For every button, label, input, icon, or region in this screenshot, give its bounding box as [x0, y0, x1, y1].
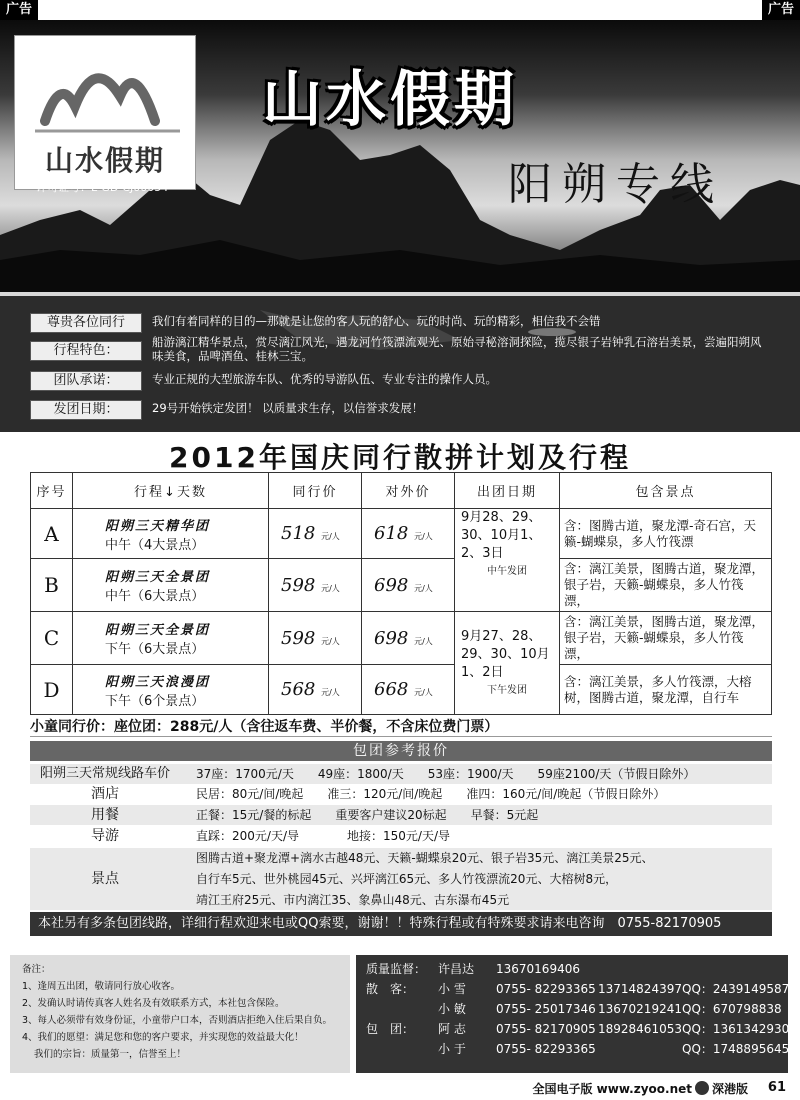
info-text: 专业正规的大型旅游车队、优秀的导游队伍、专业专注的操作人员。 [152, 372, 497, 386]
contact-qq: QQ：1748895645 [682, 1042, 790, 1056]
contact-tel: 0755- 82293365 [496, 1042, 596, 1056]
notes-title: 备注： [22, 964, 51, 975]
package-header: 包团参考报价 [30, 741, 772, 761]
package-label: 阳朔三天常规线路车价 [39, 766, 170, 781]
column-header: 同行价 [269, 473, 362, 509]
supervisor-phone: 13670169406 [496, 962, 580, 976]
column-header: 对外价 [362, 473, 455, 509]
table-row [31, 612, 772, 665]
route-cell [73, 665, 269, 715]
package-row-coach [30, 764, 772, 784]
price-unit: 元/人 [414, 636, 433, 646]
departure-dates-cell [455, 509, 560, 612]
contact-row [366, 1039, 790, 1059]
package-row-sights [30, 848, 772, 910]
route-code: A [31, 509, 73, 559]
info-text: 船游漓江精华景点，赏尽漓江风光，遇龙河竹筏漂流观光、原始寻秘溶洞探险，揽尽银子岩钟乳石溶岩美景，尝遍阳朔风味美食，品啤酒鱼、桂林三宝。 [152, 335, 762, 363]
contact-notice: 本社另有多条包团线路，详细行程欢迎来电或QQ索要，谢谢！！特殊行程或有特殊要求请来电咨询 0755-82170905 [30, 912, 772, 936]
ad-label-left: 广告 [0, 0, 38, 20]
page-title: 山水假期 [262, 65, 518, 135]
package-row-guide [30, 826, 772, 846]
departure-time: 中午发团 [487, 566, 527, 577]
contact-name: 小 雪 [438, 982, 466, 996]
contact-tel: 0755- 82170905 [496, 1022, 596, 1036]
contacts-box [356, 955, 788, 1073]
info-label: 团队承诺： [30, 371, 142, 391]
route-cell [73, 612, 269, 665]
contact-tel: 0755- 25017346 [496, 1002, 596, 1016]
logo-text: 山水假期 [44, 144, 165, 177]
route-name: 阳朔三天全景团 [105, 570, 211, 585]
note-item: 1、逢周五出团，敬请同行放心收客。 [22, 981, 181, 992]
edition-logo-icon [695, 1081, 709, 1095]
peer-price-cell [269, 559, 362, 612]
contact-name: 小 于 [438, 1042, 466, 1056]
footer [532, 1080, 748, 1097]
route-code: D [31, 665, 73, 715]
contact-qq: QQ：1361342930 [682, 1022, 790, 1036]
package-content: 图腾古道+聚龙潭+漓水古越48元、天籁-蝴蝶泉20元、银子岩35元、漓江美景25元、 [196, 851, 654, 865]
footer-edition: 深港版 [711, 1082, 748, 1096]
departure-dates: 9月27、28、29、30、10月1、2日 [461, 629, 550, 680]
supervisor-name: 许昌达 [438, 962, 475, 976]
note-item: 3、每人必须带有效身份证，小童带户口本，否则酒店拒绝入住后果自负。 [22, 1015, 333, 1026]
contact-mobile: 13714824397 [598, 982, 682, 996]
package-content: 自行车5元、世外桃园45元、兴坪漓江65元、多人竹筏漂流20元、大榕树8元， [196, 872, 618, 886]
column-header: 行程↓天数 [73, 473, 269, 509]
contact-qq: QQ：670798838 [682, 1002, 782, 1016]
route-name: 阳朔三天精华团 [105, 518, 211, 534]
contact-name: 阿 志 [438, 1022, 466, 1036]
departure-dates: 9月28、29、30、10月1、2、3日 [461, 510, 542, 561]
contact-group: 包 团： [366, 1022, 415, 1036]
price-unit: 元/人 [414, 583, 433, 593]
company-logo [14, 35, 196, 190]
price-unit: 元/人 [414, 532, 433, 541]
peer-price-cell [269, 612, 362, 665]
peer-price: 568 [281, 679, 316, 700]
price-unit: 元/人 [414, 688, 433, 697]
package-label: 导游 [91, 828, 119, 844]
supervisor-row [366, 959, 778, 979]
included-sights: 含：漓江美景，图腾古道，聚龙潭，银子岩，天籁-蝴蝶泉，多人竹筏漂， [560, 559, 772, 612]
package-label: 景点 [91, 871, 119, 887]
peer-price: 518 [281, 523, 316, 544]
plan-title: 2012年国庆同行散拼计划及行程 [169, 441, 631, 474]
mountain-logo-icon [15, 36, 197, 146]
departure-dates-cell [455, 612, 560, 715]
route-cell [73, 509, 269, 559]
package-row-meals [30, 805, 772, 825]
included-sights: 含：图腾古道，聚龙潭-奇石宫，天籁-蝴蝶泉，多人竹筏漂 [560, 509, 772, 559]
public-price-cell [362, 559, 455, 612]
route-code: B [31, 559, 73, 612]
package-content: 靖江王府25元、市内漓江35、象鼻山48元、古东瀑布45元 [196, 893, 510, 907]
public-price: 618 [374, 523, 409, 544]
public-price: 698 [374, 627, 409, 649]
peer-price: 598 [281, 627, 316, 649]
package-content: 民居：80元/间/晚起 准三：120元/间/晚起 准四：160元/间/晚起（节假日除外） [196, 787, 666, 801]
column-header: 序号 [31, 473, 73, 509]
column-header: 包含景点 [560, 473, 772, 509]
contact-qq: QQ：2439149587 [682, 982, 790, 996]
info-label: 发团日期： [30, 400, 142, 420]
hero-banner [0, 20, 800, 432]
footer-text: 全国电子版 www.zyoo.net [532, 1082, 692, 1096]
contact-row [366, 979, 790, 999]
price-unit: 元/人 [321, 532, 340, 541]
departure-time: 下午发团 [487, 685, 527, 696]
package-content: 37座：1700元/天 49座：1800/天 53座：1900/天 59座2100/天（节假日除外） [196, 767, 696, 781]
note-item: 我们的宗旨：质量第一，信誉至上！ [34, 1049, 187, 1060]
package-row-hotel [30, 784, 772, 804]
info-text: 我们有着同样的目的—那就是让您的客人玩的舒心、玩的时尚、玩的精彩，相信我不会错 [152, 314, 601, 328]
route-cell [73, 559, 269, 612]
itinerary-table [30, 472, 772, 715]
column-header: 出团日期 [455, 473, 560, 509]
peer-price-cell [269, 665, 362, 715]
table-row [31, 665, 772, 715]
supervisor-label: 质量监督： [366, 962, 427, 976]
route-sub: 下午（6个景点） [105, 693, 205, 709]
package-content: 直踩：200元/天/导 地接：150元/天/导 [196, 829, 450, 843]
contact-name: 小 敏 [438, 1002, 466, 1016]
info-label: 行程特色： [30, 341, 142, 361]
child-price: 小童同行价：座位团：288元/人（含往返车费、半价餐，不含床位费门票） [30, 717, 772, 737]
package-label: 酒店 [91, 786, 119, 802]
public-price: 668 [374, 679, 409, 700]
contact-tel: 0755- 82293365 [496, 982, 596, 996]
contact-row [366, 1019, 790, 1039]
public-price-cell [362, 665, 455, 715]
public-price-cell [362, 509, 455, 559]
package-label: 用餐 [91, 807, 119, 823]
note-item: 4、我们的愿望：满足您和您的客户要求，并实现您的效益最大化！ [22, 1032, 304, 1043]
route-sub: 下午（6大景点） [105, 642, 205, 657]
ad-label-right: 广告 [762, 0, 800, 20]
route-sub: 中午（6大景点） [105, 589, 205, 604]
price-unit: 元/人 [321, 636, 340, 646]
included-sights: 含：漓江美景，多人竹筏漂，大榕树，图腾古道，聚龙潭，自行车 [560, 665, 772, 715]
page-subtitle: 阳朔专线 [508, 159, 724, 210]
included-sights: 含：漓江美景，图腾古道，聚龙潭，银子岩，天籁-蝴蝶泉，多人竹筏漂， [560, 612, 772, 665]
license-number: 许可证号：L-GD-CJ00054 [36, 181, 169, 194]
contact-row [366, 999, 782, 1019]
price-unit: 元/人 [321, 583, 340, 593]
route-name: 阳朔三天全景团 [105, 623, 211, 638]
notes-box [10, 955, 350, 1073]
table-row [31, 559, 772, 612]
contact-mobile: 13670219241 [598, 1002, 682, 1016]
route-name: 阳朔三天浪漫团 [105, 674, 211, 690]
route-code: C [31, 612, 73, 665]
contact-mobile: 18928461053 [598, 1022, 682, 1036]
page-number: 61 [767, 1080, 786, 1095]
peer-price: 598 [281, 574, 316, 596]
peer-price-cell [269, 509, 362, 559]
price-unit: 元/人 [321, 688, 340, 697]
public-price-cell [362, 612, 455, 665]
table-row [31, 509, 772, 559]
public-price: 698 [374, 574, 409, 596]
route-sub: 中午（4大景点） [105, 537, 205, 553]
info-label: 尊贵各位同行 [30, 313, 142, 333]
contact-group: 散 客： [366, 982, 415, 996]
note-item: 2、发确认时请传真客人姓名及有效联系方式，本社包含保险。 [22, 998, 285, 1009]
info-text: 29号开始铁定发团！ 以质量求生存，以信誉求发展！ [152, 401, 424, 415]
table-header-row [31, 473, 772, 509]
package-content: 正餐：15元/餐的标起 重要客户建议20标起 早餐：5元起 [196, 808, 539, 822]
